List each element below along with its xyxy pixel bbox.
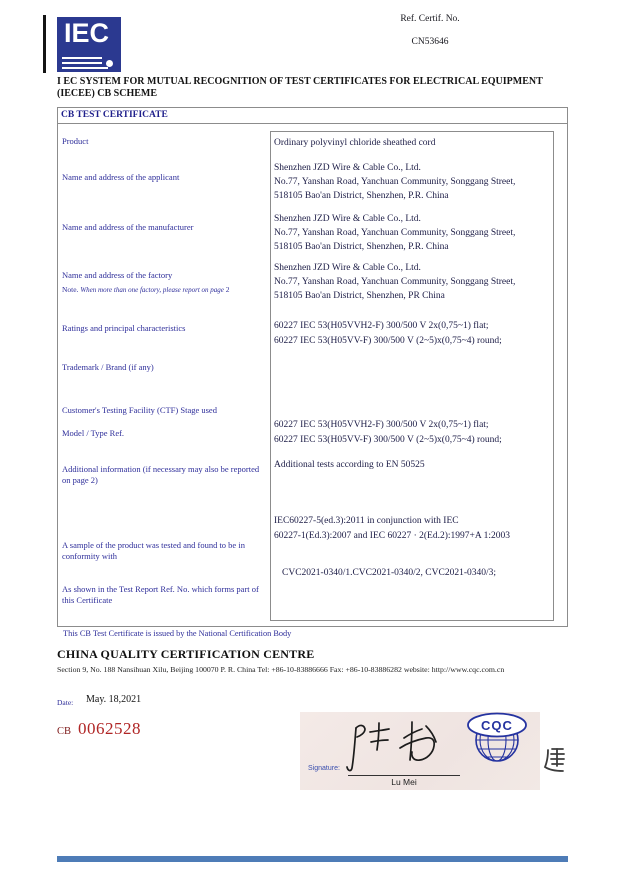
model-line: 60227 IEC 53(H05VVH2-F) 300/500 V 2x(0,75~1) flat; xyxy=(274,420,489,430)
applicant-value xyxy=(274,161,550,203)
ratings-line: 60227 IEC 53(H05VV-F) 300/500 V (2~5)x(0,75~4) round; xyxy=(274,336,502,346)
factory-note xyxy=(62,285,264,296)
additional-info-label: Additional information (if necessary may also be reported on page 2) xyxy=(62,464,260,485)
factory-label: Name and address of the factory xyxy=(62,270,173,280)
manufacturer-label: Name and address of the manufacturer xyxy=(62,222,194,232)
scan-edge-bar xyxy=(43,15,46,73)
model-line: 60227 IEC 53(H05VV-F) 300/500 V (2~5)x(0,75~4) round; xyxy=(274,435,502,445)
scheme-heading xyxy=(57,76,572,100)
factory-line: Shenzhen JZD Wire & Cable Co., Ltd. xyxy=(274,263,421,273)
scheme-heading-line2: (IECEE) CB SCHEME xyxy=(57,88,158,99)
ratings-value xyxy=(274,319,550,349)
cb-certificate-number: 0062528 xyxy=(78,719,141,738)
conformity-line: IEC60227-5(ed.3):2011 in conjunction with IEC xyxy=(274,516,459,526)
ref-certif-label: Ref. Certif. No. xyxy=(400,14,460,24)
stamp-character-icon xyxy=(542,746,566,774)
cqc-logo-text: CQC xyxy=(481,718,513,733)
date-value: May. 18,2021 xyxy=(86,694,142,705)
issued-by-line: This CB Test Certificate is issued by the National Certification Body xyxy=(63,629,292,638)
certificate-title: CB TEST CERTIFICATE xyxy=(57,107,568,124)
conformity-value xyxy=(274,514,550,544)
model-value xyxy=(274,418,550,448)
footer-rule xyxy=(57,856,568,862)
handwritten-signature xyxy=(342,716,467,776)
trademark-label: Trademark / Brand (if any) xyxy=(62,362,154,372)
iec-logo-line xyxy=(62,67,108,69)
ratings-label: Ratings and principal characteristics xyxy=(62,323,186,333)
date-label: Date: xyxy=(57,698,74,707)
org-address: Section 9, No. 188 Nansihuan Xilu, Beijing 100070 P. R. China Tel: +86-10-83886666 Fax: +86-10-83886282 website: http://www.cqc.com.cn xyxy=(57,665,505,674)
scheme-heading-line1: I EC SYSTEM FOR MUTUAL RECOGNITION OF TEST CERTIFICATES FOR ELECTRICAL EQUIPMENT xyxy=(57,76,543,87)
product-value: Ordinary polyvinyl chloride sheathed cord xyxy=(274,138,436,148)
manufacturer-line: Shenzhen JZD Wire & Cable Co., Ltd. xyxy=(274,214,421,224)
values-column-border xyxy=(270,131,554,621)
org-name: CHINA QUALITY CERTIFICATION CENTRE xyxy=(57,647,315,661)
model-label: Model / Type Ref. xyxy=(62,428,125,438)
signature-label: Signature: xyxy=(308,765,340,772)
ctf-label: Customer's Testing Facility (CTF) Stage used xyxy=(62,405,217,415)
manufacturer-line: No.77, Yanshan Road, Yanchuan Community, Songgang Street, xyxy=(274,228,516,238)
ratings-line: 60227 IEC 53(H05VVH2-F) 300/500 V 2x(0,75~1) flat; xyxy=(274,321,489,331)
applicant-line: Shenzhen JZD Wire & Cable Co., Ltd. xyxy=(274,163,421,173)
test-report-value: CVC2021-0340/1.CVC2021-0340/2, CVC2021-0340/3; xyxy=(282,568,497,578)
iec-logo-text: IEC xyxy=(64,18,110,48)
conformity-line: 60227-1(Ed.3):2007 and IEC 60227 · 2(Ed.2):1997+A 1:2003 xyxy=(274,531,510,541)
applicant-label: Name and address of the applicant xyxy=(62,172,180,182)
factory-line: No.77, Yanshan Road, Yanchuan Community, Songgang Street, xyxy=(274,277,516,287)
iec-logo-line xyxy=(62,57,102,59)
factory-value xyxy=(274,261,550,303)
factory-note-italic: When more than one factory, please report on page xyxy=(80,286,224,294)
iec-logo-dot xyxy=(106,60,113,67)
product-label: Product xyxy=(62,136,89,146)
factory-note-prefix: Note. xyxy=(62,285,79,294)
iec-logo-line xyxy=(62,62,102,64)
ref-certif-number: CN53646 xyxy=(411,37,449,47)
factory-line: 518105 Bao'an District, Shenzhen, PR China xyxy=(274,291,445,301)
test-report-label: As shown in the Test Report Ref. No. which forms part of this Certificate xyxy=(62,584,259,605)
applicant-line: No.77, Yanshan Road, Yanchuan Community, Songgang Street, xyxy=(274,177,516,187)
applicant-line: 518105 Bao'an District, Shenzhen, P.R. China xyxy=(274,191,449,201)
factory-note-page: 2 xyxy=(225,285,230,294)
iec-logo xyxy=(57,17,121,72)
manufacturer-value xyxy=(274,212,550,254)
additional-info-value: Additional tests according to EN 50525 xyxy=(274,460,425,470)
cqc-logo xyxy=(466,711,528,763)
cb-prefix: CB xyxy=(57,726,72,737)
signature-line xyxy=(348,775,460,776)
manufacturer-line: 518105 Bao'an District, Shenzhen, P.R. China xyxy=(274,242,449,252)
signatory-name: Lu Mei xyxy=(391,777,417,787)
conformity-label: A sample of the product was tested and found to be in conformity with xyxy=(62,540,245,561)
